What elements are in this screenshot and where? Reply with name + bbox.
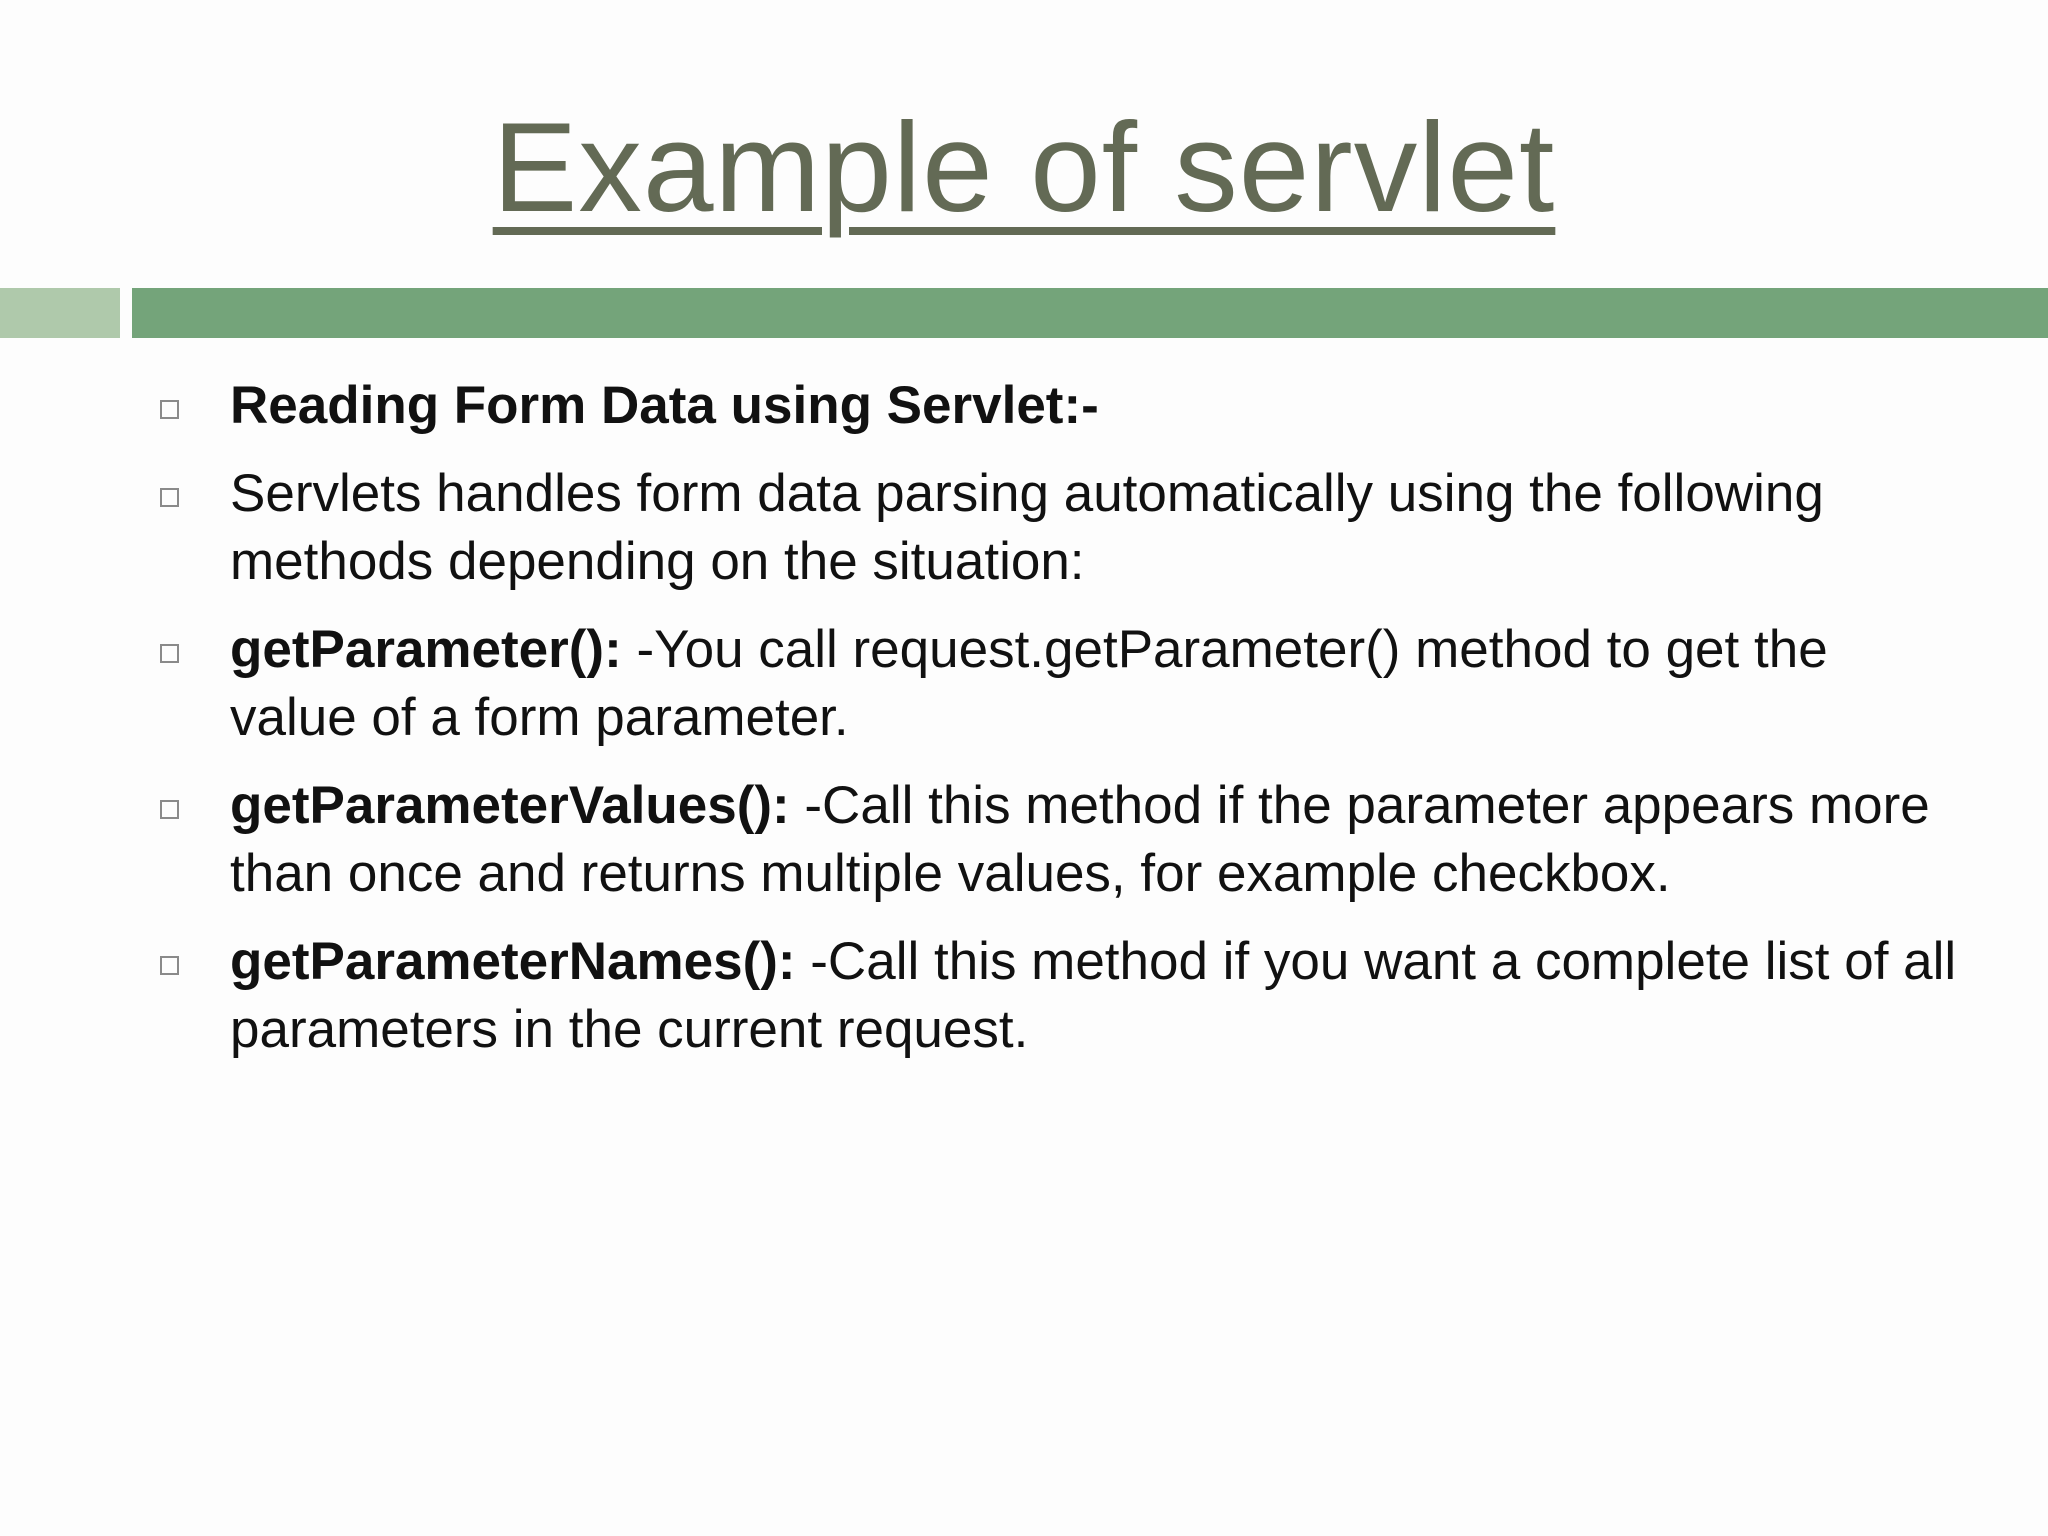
bullet-text: -Call this method if the parameter appears more than once and returns multiple values, for example checkbox. <box>230 776 1930 903</box>
slide-title: Example of servlet <box>492 96 1556 238</box>
square-bullet-icon <box>160 956 179 975</box>
bullet-bold-text: Reading Form Data using Servlet:- <box>230 376 1099 435</box>
accent-bar-light <box>0 288 120 338</box>
bullet-bold-text: getParameter(): <box>230 620 622 679</box>
bullet-item-get-parameter <box>160 616 1960 752</box>
bullet-item-reading-form-data <box>160 372 1960 440</box>
square-bullet-icon <box>160 488 179 507</box>
bullet-text: -Call this method if you want a complete list of all parameters in the current request. <box>230 932 1957 1059</box>
bullet-text: Servlets handles form data parsing automatically using the following methods depending on the situation: <box>230 464 1824 591</box>
bullet-bold-text: getParameterValues(): <box>230 776 790 835</box>
bullet-bold-text: getParameterNames(): <box>230 932 796 991</box>
square-bullet-icon <box>160 644 179 663</box>
square-bullet-icon <box>160 800 179 819</box>
bullet-text: -You call request.getParameter() method to get the value of a form parameter. <box>230 620 1828 747</box>
bullet-item-get-parameter-values <box>160 772 1960 908</box>
bullet-list <box>160 372 1960 1084</box>
bullet-item-get-parameter-names <box>160 928 1960 1064</box>
square-bullet-icon <box>160 400 179 419</box>
accent-bar-dark <box>132 288 2048 338</box>
bullet-item-servlets-handles <box>160 460 1960 596</box>
